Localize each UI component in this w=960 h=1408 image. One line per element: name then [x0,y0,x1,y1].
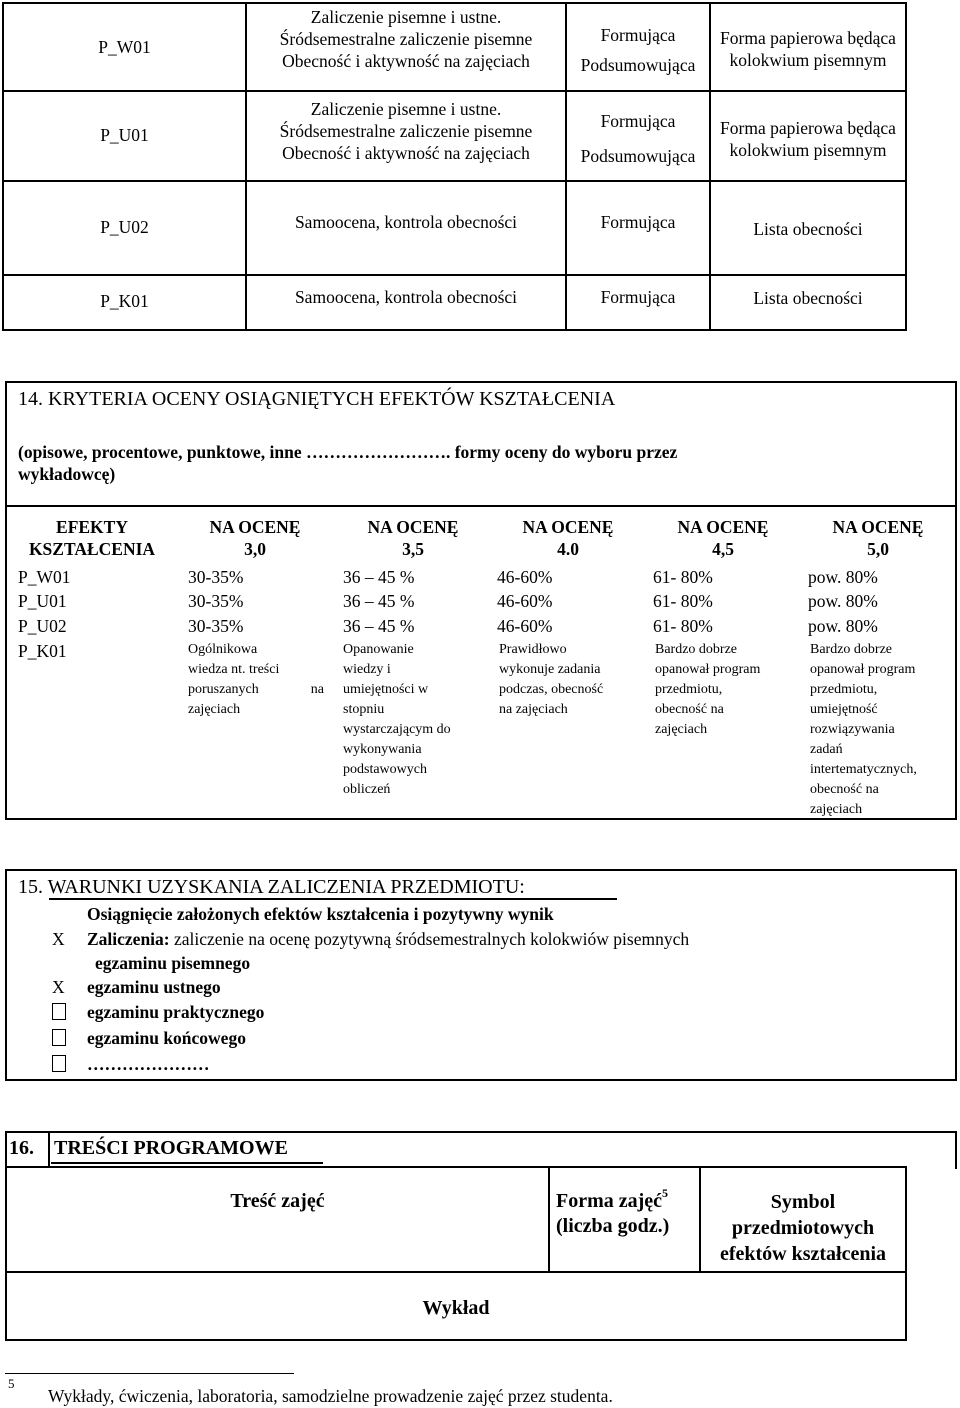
section-14-subtitle: (opisowe, procentowe, punktowe, inne ……………………. formy oceny do wyboru przez wykładowcę) [18,442,678,484]
criteria-header-4-5: NA OCENĘ 4,5 [677,517,769,559]
table-cell-proof: Forma papierowa będąca kolokwium pisemnym [720,118,896,160]
criteria-desc-4-5: Bardzo dobrze opanował program przedmiotu, obecność na zajęciach [655,642,761,737]
criteria-cell: 30-35% [188,567,244,587]
criteria-desc-5-0: Bardzo dobrze opanował program przedmiotu, umiejętność rozwiązywania zadań intertematycznych, obecność na zajęciach [810,642,917,817]
column-symbol-header: Symbol przedmiotowych efektów kształcenia [719,1191,887,1265]
criteria-header-3-5: NA OCENĘ 3,5 [367,517,459,559]
criteria-desc-3-5: Opanowanie wiedzy i umiejętności w stopniu wystarczającym do wykonywania podstawowych obliczeń [343,642,451,797]
wyklad-row-label: Wykład [422,1297,490,1319]
criteria-cell: pow. 80% [808,567,878,587]
condition-item: ………………… [87,1054,210,1074]
check-mark: X [52,929,65,949]
criteria-row-code: P_U02 [18,616,67,636]
criteria-cell: 36 – 45 % [343,591,415,611]
footnote-text: Wykłady, ćwiczenia, laboratoria, samodzielne prowadzenie zajęć przez studenta. [48,1386,613,1406]
column-form-header: Forma zajęć$^5$ (liczba godz.) [556,1186,670,1237]
table-cell-code: P_W01 [98,37,151,57]
criteria-cell: 36 – 45 % [343,616,415,636]
table-cell-forms: Formująca Podsumowująca [580,25,696,75]
criteria-header-effects: EFEKTY KSZTAŁCENIA [28,517,156,559]
table-cell-forms: Formująca [600,212,676,232]
table-cell-code: P_U01 [100,125,149,145]
criteria-cell: 36 – 45 % [343,567,415,587]
column-content-header: Treść zajęć [230,1190,325,1212]
section-14-title: 14. KRYTERIA OCENY OSIĄGNIĘTYCH EFEKTÓW KSZTAŁCENIA [18,388,616,410]
condition-item: egzaminu końcowego [87,1028,246,1048]
section-15-intro: Osiągnięcie założonych efektów kształcenia i pozytywny wynik [87,904,554,924]
condition-item: egzaminu pisemnego [95,953,251,973]
criteria-cell: 46-60% [497,616,553,636]
criteria-cell: 61- 80% [653,616,713,636]
criteria-cell: 61- 80% [653,591,713,611]
criteria-cell: 46-60% [497,567,553,587]
table-cell-methods: Samoocena, kontrola obecności [294,287,518,307]
criteria-header-4-0: NA OCENĘ 4.0 [522,517,614,559]
table-cell-methods: Zaliczenie pisemne i ustne. Śródsemestralne zaliczenie pisemne Obecność i aktywność na zajęciach [279,7,533,71]
table-cell-methods: Zaliczenie pisemne i ustne. Śródsemestralne zaliczenie pisemne Obecność i aktywność na zajęciach [279,99,533,163]
check-mark: X [52,977,65,997]
table-cell-forms: Formująca [600,287,676,307]
condition-item: egzaminu ustnego [87,977,221,997]
criteria-desc-3-0: Ogólnikowa wiedza nt. treści poruszanych na zajęciach [188,642,324,717]
criteria-row-code: P_U01 [18,591,67,611]
criteria-cell: 30-35% [188,616,244,636]
condition-item: Zaliczenia: zaliczenie na ocenę pozytywną śródsemestralnych kolokwiów pisemnych [87,929,690,949]
table-cell-proof: Lista obecności [753,288,863,308]
criteria-header-3-0: NA OCENĘ 3,0 [209,517,301,559]
table-cell-code: P_K01 [100,291,149,311]
section-15-title: 15. WARUNKI UZYSKANIA ZALICZENIA PRZEDMIOTU: [18,876,525,898]
criteria-header-5-0: NA OCENĘ 5,0 [832,517,924,559]
section-16-title: TREŚCI PROGRAMOWE [54,1137,288,1159]
checkbox-icon[interactable] [52,1055,66,1072]
footnote-mark: 5 [8,1376,15,1391]
criteria-cell: 46-60% [497,591,553,611]
criteria-row-code: P_K01 [18,641,67,661]
checkbox-icon[interactable] [52,1003,66,1020]
table-cell-proof: Lista obecności [753,219,863,239]
checkbox-icon[interactable] [52,1029,66,1046]
table-cell-methods: Samoocena, kontrola obecności [294,212,518,232]
table-cell-proof: Forma papierowa będąca kolokwium pisemnym [720,28,896,70]
table-cell-code: P_U02 [100,217,149,237]
criteria-cell: pow. 80% [808,616,878,636]
criteria-cell: 61- 80% [653,567,713,587]
criteria-cell: 30-35% [188,591,244,611]
criteria-desc-4-0: Prawidłowo wykonuje zadania podczas, obecność na zajęciach [499,642,604,717]
table-cell-forms: Formująca Podsumowująca [580,111,696,166]
criteria-cell: pow. 80% [808,591,878,611]
condition-item: egzaminu praktycznego [87,1002,265,1022]
criteria-row-code: P_W01 [18,567,71,587]
section-16-number: 16. [9,1137,34,1159]
